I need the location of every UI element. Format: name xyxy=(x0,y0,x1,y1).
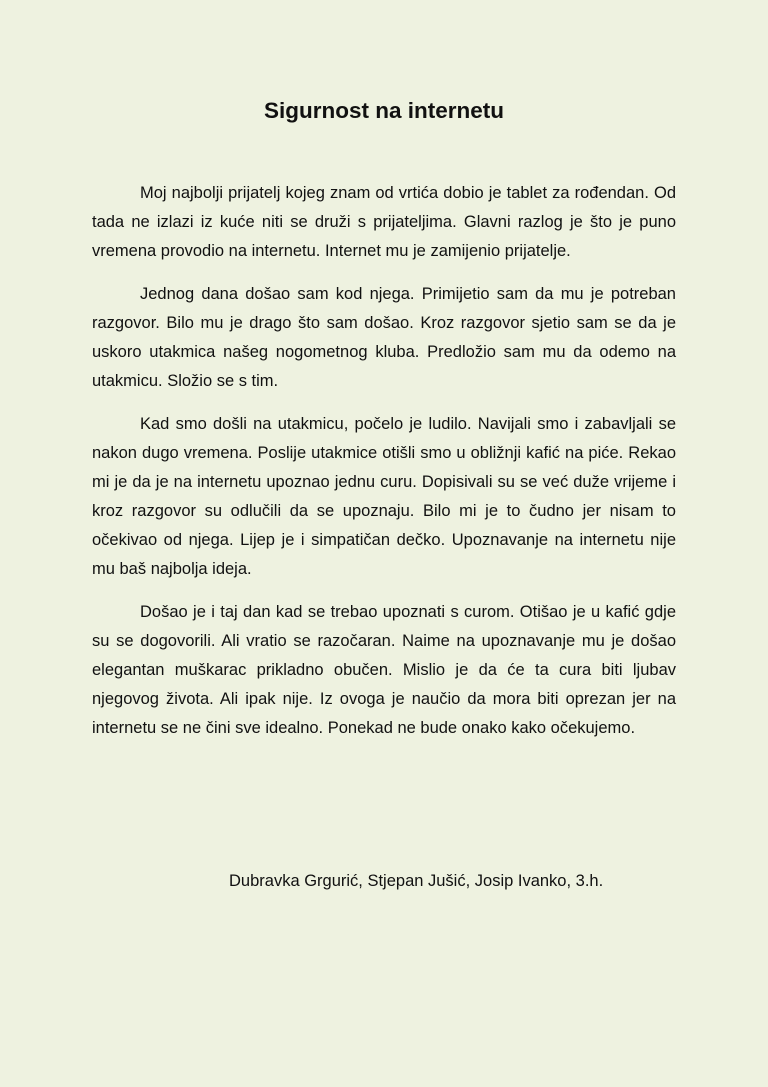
document-title: Sigurnost na internetu xyxy=(263,98,504,123)
document-body xyxy=(92,179,676,757)
author-signature: Dubravka Grgurić, Stjepan Jušić, Josip Ivanko, 3.h. xyxy=(229,872,604,890)
paragraph-3: Kad smo došli na utakmicu, počelo je ludilo. Navijali smo i zabavljali se nakon dugo vremena. Poslije utakmice otišli smo u obližnji kafić na piće. Rekao mi je da je na internetu upoznao jednu curu. Dopisivali su se već duže vrijeme i kroz razgovor su odlučili da se upoznaju. Bilo mi je to čudno jer nisam to očekivao od njega. Lijep je i simpatičan dečko. Upoznavanje na internetu nije mu baš najbolja ideja. xyxy=(92,415,676,578)
document-page xyxy=(92,0,676,1087)
paragraph-4: Došao je i taj dan kad se trebao upoznati s curom. Otišao je u kafić gdje su se dogovorili. Ali vratio se razočaran. Naime na upoznavanje mu je došao elegantan muškarac prikladno obučen. Mislio je da će ta cura biti ljubav njegovog života. Ali ipak nije. Iz ovoga je naučio da mora biti oprezan jer na internetu se ne čini sve idealno. Ponekad ne bude onako kako očekujemo. xyxy=(92,603,676,737)
paragraph-1: Moj najbolji prijatelj kojeg znam od vrtića dobio je tablet za rođendan. Od tada ne izlazi iz kuće niti se druži s prijateljima. Glavni razlog je što je puno vremena provodio na internetu. Internet mu je zamijenio prijatelje. xyxy=(92,184,676,260)
paragraph-2: Jednog dana došao sam kod njega. Primijetio sam da mu je potreban razgovor. Bilo mu je drago što sam došao. Kroz razgovor sjetio sam se da je uskoro utakmica našeg nogometnog kluba. Predložio sam mu da odemo na utakmicu. Složio se s tim. xyxy=(92,285,676,390)
